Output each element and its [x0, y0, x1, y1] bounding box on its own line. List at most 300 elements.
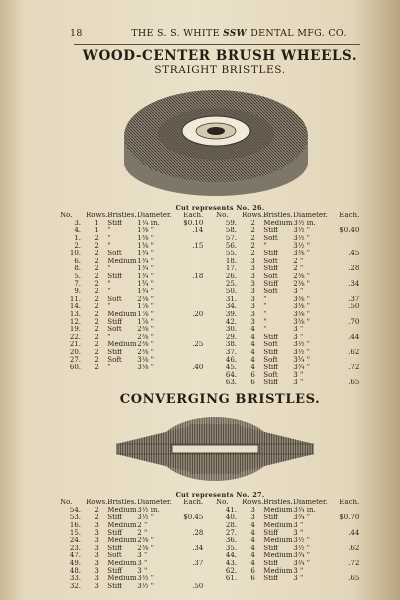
- table-cell: .20: [192, 310, 204, 319]
- table-cell: 3 ": [293, 529, 304, 537]
- table-cell: Medium: [107, 506, 137, 514]
- table-cell: 3: [250, 514, 255, 522]
- table-cell: 3.: [74, 219, 81, 227]
- table-cell: [183, 288, 203, 296]
- table-cell: 3 ": [137, 552, 148, 560]
- table-cell: Stiff: [263, 574, 279, 583]
- table-cell: 3½ ": [137, 574, 154, 583]
- table-cell: Medium: [263, 521, 293, 530]
- table-cell: 3 ": [293, 325, 304, 334]
- table-cell: Medium: [263, 552, 293, 560]
- table-cell: Stiff: [107, 529, 123, 537]
- table-cell: 2: [94, 310, 99, 319]
- table-cell: 2: [94, 506, 99, 514]
- table-cell: 4: [250, 363, 255, 372]
- table-cell: 2⅜ ": [137, 333, 154, 341]
- running-title: [100, 28, 378, 39]
- table-cell: 28.: [225, 521, 237, 530]
- table-cell: 48.: [69, 567, 81, 575]
- table-cell: 2⅜ ": [137, 348, 154, 356]
- table-row: [216, 273, 359, 281]
- table-row: [60, 545, 203, 553]
- table-cell: [339, 311, 359, 319]
- header-rule: [74, 44, 360, 45]
- table-cell: 2: [250, 249, 255, 258]
- table-cell: Stiff: [107, 567, 123, 575]
- table-cell: 3 ": [137, 559, 148, 568]
- table-cell: [183, 303, 203, 311]
- table-cell: [183, 552, 203, 560]
- table-cell: Stiff: [263, 249, 279, 258]
- table-cell: Medium: [107, 341, 137, 349]
- table-row: [216, 545, 359, 553]
- table-cell: 22.: [69, 333, 81, 341]
- table-cell: 2: [250, 234, 255, 243]
- table-cell: [339, 326, 359, 334]
- table-row: [216, 258, 359, 266]
- table-cell: $0.70: [339, 514, 360, 522]
- table-cell: 2⅜ ": [137, 341, 154, 349]
- table-cell: 20.: [69, 348, 81, 356]
- table-cell: 4: [250, 348, 255, 356]
- table-cell: 2: [94, 318, 99, 326]
- table-cell: 4: [250, 325, 255, 334]
- table-cell: [183, 567, 203, 575]
- table-cell: Stiff: [263, 544, 279, 552]
- table-cell: 1¾ ": [137, 257, 154, 265]
- column-header: Diameter.: [137, 212, 172, 220]
- table-cell: [183, 265, 203, 273]
- table-cell: ": [263, 318, 267, 326]
- table-cell: Soft: [107, 295, 122, 303]
- table-cell: Medium: [107, 559, 137, 568]
- table-cell: $0.40: [339, 227, 360, 235]
- table-row: [216, 371, 359, 379]
- table-row: [216, 318, 359, 326]
- table-cell: 3: [250, 318, 255, 326]
- table-cell: 15.: [69, 529, 81, 537]
- table-row: [216, 280, 359, 288]
- table-cell: 2: [94, 303, 99, 311]
- company-tail: DENTAL MFG. CO.: [250, 28, 347, 39]
- table-cell: 3½ in.: [137, 506, 160, 514]
- table-cell: 4: [250, 544, 255, 552]
- table-row: [60, 265, 203, 273]
- table-cell: 3½ ": [293, 242, 310, 250]
- table-cell: 1⅜ ": [137, 234, 154, 243]
- table-cell: ": [263, 303, 267, 311]
- table-cell: 29.: [225, 333, 237, 341]
- table-cell: 46.: [225, 356, 237, 364]
- table-cell: [339, 522, 359, 530]
- table-cell: Medium: [107, 521, 137, 530]
- table-cell: 1⅞ ": [137, 303, 154, 311]
- table-cell: 57.: [225, 234, 237, 243]
- table-cell: 2: [94, 249, 99, 258]
- table-cell: 54.: [69, 506, 81, 514]
- table-cell: 4: [250, 521, 255, 530]
- table-cell: 3: [250, 310, 255, 319]
- table-cell: Soft: [107, 356, 122, 364]
- table-row: [216, 356, 359, 364]
- page-header: [70, 28, 378, 42]
- table-cell: 3⅛ ": [137, 363, 154, 372]
- table-cell: 3: [94, 559, 99, 568]
- table-cell: 4: [250, 341, 255, 349]
- table-cell: .40: [192, 363, 204, 372]
- table-cell: 2 ": [137, 521, 148, 530]
- table-cell: 21.: [69, 341, 81, 349]
- table-cell: 3: [94, 544, 99, 552]
- table-cell: ": [107, 303, 111, 311]
- table-row: [60, 296, 203, 304]
- table-row: [60, 326, 203, 334]
- table-cell: 6: [250, 379, 255, 387]
- table-cell: 12.: [69, 318, 81, 326]
- table-cell: Soft: [263, 341, 278, 349]
- table-cell: 3⅛ ": [137, 356, 154, 364]
- table-cell: 2: [250, 242, 255, 250]
- table-cell: 3: [94, 567, 99, 575]
- table-cell: 1⅞ ": [137, 310, 154, 319]
- column-header: Rows.: [242, 499, 264, 507]
- column-header: Each.: [339, 499, 360, 507]
- table-cell: .72: [348, 363, 360, 372]
- table-cell: .28: [348, 265, 360, 273]
- table-cell: [339, 341, 359, 349]
- table-cell: [339, 242, 359, 250]
- table-cell: [339, 235, 359, 243]
- table-cell: Soft: [263, 356, 278, 364]
- price-table-straight-right: [216, 212, 359, 387]
- table-cell: .18: [192, 272, 204, 281]
- table-row: [216, 250, 359, 258]
- table-cell: Stiff: [263, 348, 279, 356]
- table-cell: 3 ": [137, 567, 148, 575]
- table-row: [60, 288, 203, 296]
- column-header: Diameter.: [293, 499, 328, 507]
- table-cell: 59.: [225, 219, 237, 227]
- table-cell: 37.: [225, 348, 237, 356]
- table-cell: .72: [348, 559, 360, 568]
- section-subtitle: STRAIGHT BRISTLES.: [154, 64, 286, 76]
- column-header: Bristles.: [263, 212, 293, 220]
- table-cell: 3: [94, 552, 99, 560]
- table-cell: 2 ": [293, 257, 304, 265]
- price-table-converging-left: [60, 499, 203, 590]
- table-cell: ": [263, 310, 267, 319]
- table-cell: 1¾ ": [137, 249, 154, 258]
- table-cell: 6.: [74, 257, 81, 265]
- column-header: Each.: [339, 212, 360, 220]
- table-row: [60, 334, 203, 342]
- column-header: Bristles.: [107, 212, 137, 220]
- table-cell: 3: [94, 529, 99, 537]
- table-cell: 5.: [74, 272, 81, 281]
- table-header-row: [60, 212, 203, 220]
- table-cell: .37: [348, 295, 360, 303]
- table-cell: 49.: [69, 559, 81, 568]
- table-cell: 3: [250, 295, 255, 303]
- column-header: Bristles.: [107, 499, 137, 507]
- table-cell: Soft: [263, 234, 278, 243]
- ssw-logo: SSW: [223, 29, 247, 39]
- column-header: Rows.: [242, 212, 264, 220]
- table-cell: 2: [94, 325, 99, 334]
- table-cell: 2: [94, 280, 99, 288]
- table-cell: 36.: [225, 536, 237, 545]
- table-cell: 19.: [69, 325, 81, 334]
- table-cell: 3½ ": [137, 514, 154, 522]
- table-cell: .62: [348, 544, 360, 552]
- table-cell: 4: [250, 552, 255, 560]
- table-cell: [183, 349, 203, 357]
- table-cell: 10.: [69, 249, 81, 258]
- table-cell: 3½ ": [293, 234, 310, 243]
- table-row: [60, 364, 203, 372]
- table-cell: 33.: [69, 574, 81, 583]
- table-cell: 43.: [225, 559, 237, 568]
- table-cell: 44.: [225, 552, 237, 560]
- table-cell: 50.: [225, 287, 237, 296]
- table-cell: [339, 537, 359, 545]
- table-cell: .70: [348, 318, 360, 326]
- table-row: [60, 560, 203, 568]
- table-cell: 4.: [74, 227, 81, 235]
- column-header: Each.: [183, 499, 204, 507]
- table-cell: 2⅜ ": [293, 272, 310, 281]
- table-cell: Medium: [107, 574, 137, 583]
- column-header: Bristles.: [263, 499, 293, 507]
- table-cell: Stiff: [263, 280, 279, 288]
- table-cell: 3 ": [293, 371, 304, 379]
- table-cell: 34.: [225, 303, 237, 311]
- price-table-straight-left: [60, 212, 203, 371]
- table-row: [60, 583, 203, 591]
- table-cell: 4: [250, 333, 255, 341]
- table-cell: Stiff: [263, 529, 279, 537]
- table-cell: [339, 273, 359, 281]
- table-cell: Medium: [263, 567, 293, 575]
- table-cell: 61.: [225, 574, 237, 583]
- table-cell: 1¾ ": [137, 280, 154, 288]
- table-cell: 14.: [69, 303, 81, 311]
- page-number: 18: [70, 28, 83, 39]
- table-row: [60, 220, 203, 228]
- table-cell: 13.: [69, 310, 81, 319]
- table-cell: .34: [348, 280, 360, 288]
- table-cell: Medium: [263, 536, 293, 545]
- table-cell: [339, 371, 359, 379]
- table-cell: .50: [348, 303, 360, 311]
- table-cell: .44: [348, 333, 360, 341]
- table-cell: .37: [192, 559, 204, 568]
- table-row: [60, 250, 203, 258]
- table-cell: Stiff: [107, 544, 123, 552]
- table-cell: Soft: [263, 371, 278, 379]
- table-cell: 3½ ": [293, 536, 310, 545]
- table-cell: 3: [250, 265, 255, 273]
- table-cell: 32.: [69, 582, 81, 590]
- table-cell: 3¾ ": [293, 559, 310, 568]
- figure-caption-converging: Cut represents No. 27.: [175, 491, 265, 499]
- column-header: No.: [60, 499, 73, 507]
- table-cell: Stiff: [107, 348, 123, 356]
- table-cell: 1: [94, 219, 99, 227]
- table-cell: 24.: [69, 536, 81, 545]
- table-cell: 60.: [69, 363, 81, 372]
- table-cell: 3: [94, 582, 99, 590]
- table-cell: 3: [250, 280, 255, 288]
- table-row: [216, 227, 359, 235]
- table-cell: .65: [348, 574, 360, 583]
- table-cell: 2 ": [137, 529, 148, 537]
- table-cell: .15: [192, 242, 204, 250]
- table-cell: .45: [348, 249, 360, 258]
- table-row: [216, 349, 359, 357]
- table-row: [216, 220, 359, 228]
- table-cell: [339, 567, 359, 575]
- table-row: [60, 507, 203, 515]
- table-row: [60, 356, 203, 364]
- table-cell: Stiff: [263, 333, 279, 341]
- table-cell: 3½ ": [293, 544, 310, 552]
- table-cell: 2: [94, 272, 99, 281]
- table-cell: 4: [250, 559, 255, 568]
- table-row: [216, 296, 359, 304]
- table-cell: 3: [250, 257, 255, 265]
- table-cell: 9.: [74, 287, 81, 296]
- table-cell: 16.: [69, 521, 81, 530]
- column-header: Diameter.: [137, 499, 172, 507]
- table-row: [60, 280, 203, 288]
- table-cell: 40.: [225, 514, 237, 522]
- table-cell: 6: [250, 567, 255, 575]
- table-cell: 58.: [225, 227, 237, 235]
- table-cell: 6: [250, 371, 255, 379]
- table-cell: ": [107, 333, 111, 341]
- table-cell: 3½ ": [293, 341, 310, 349]
- table-row: [60, 522, 203, 530]
- table-cell: 18.: [225, 257, 237, 265]
- table-row: [60, 341, 203, 349]
- table-cell: 1¾ ": [137, 272, 154, 281]
- table-header-row: [216, 499, 359, 507]
- table-cell: 2: [94, 242, 99, 250]
- table-cell: 8.: [74, 265, 81, 273]
- figure-caption: Cut represents No. 26.: [175, 204, 265, 212]
- table-cell: 2.: [74, 242, 81, 250]
- table-cell: 25.: [225, 280, 237, 288]
- table-cell: 3¾ ": [293, 552, 310, 560]
- table-cell: Stiff: [263, 559, 279, 568]
- table-cell: 64.: [225, 371, 237, 379]
- table-cell: 39.: [225, 310, 237, 319]
- table-cell: [183, 575, 203, 583]
- table-cell: 27.: [225, 529, 237, 537]
- table-row: [60, 575, 203, 583]
- table-row: [216, 537, 359, 545]
- table-cell: 2: [250, 227, 255, 235]
- table-row: [60, 311, 203, 319]
- table-cell: 4: [250, 529, 255, 537]
- table-cell: 3⅜ ": [293, 318, 310, 326]
- table-cell: 3: [250, 272, 255, 281]
- table-header-row: [216, 212, 359, 220]
- table-cell: [183, 258, 203, 266]
- table-cell: 3½ ": [293, 348, 310, 356]
- table-cell: 3¾ ": [293, 363, 310, 372]
- table-row: [216, 288, 359, 296]
- table-cell: 2⅜ ": [137, 325, 154, 334]
- table-cell: 3 ": [293, 287, 304, 296]
- table-cell: ": [107, 242, 111, 250]
- table-cell: .14: [192, 227, 204, 235]
- company-name: THE S. S. WHITE: [131, 28, 224, 39]
- table-row: [60, 537, 203, 545]
- table-cell: 3 ": [293, 521, 304, 530]
- table-cell: 2: [94, 363, 99, 372]
- table-cell: Stiff: [107, 219, 123, 227]
- table-row: [60, 273, 203, 281]
- table-cell: Soft: [107, 325, 122, 334]
- table-cell: 30.: [225, 325, 237, 334]
- table-cell: 26.: [225, 272, 237, 281]
- table-cell: 53.: [69, 514, 81, 522]
- table-cell: Soft: [263, 287, 278, 296]
- table-cell: Stiff: [107, 582, 123, 590]
- table-cell: Stiff: [263, 379, 279, 387]
- table-row: [216, 303, 359, 311]
- table-row: [216, 575, 359, 583]
- table-cell: [339, 507, 359, 515]
- table-cell: .62: [348, 348, 360, 356]
- table-cell: ": [263, 242, 267, 250]
- table-cell: 2: [94, 514, 99, 522]
- table-cell: .65: [348, 379, 360, 387]
- table-cell: 3⅜ ": [293, 295, 310, 303]
- table-row: [216, 242, 359, 250]
- table-cell: Medium: [107, 310, 137, 319]
- table-cell: 3⅜ ": [293, 303, 310, 311]
- table-cell: 55.: [225, 249, 237, 258]
- table-cell: 3 ": [293, 379, 304, 387]
- table-row: [60, 242, 203, 250]
- table-row: [216, 567, 359, 575]
- table-cell: 47.: [69, 552, 81, 560]
- table-cell: 2⅜ ": [137, 536, 154, 545]
- table-cell: ": [107, 265, 111, 273]
- table-cell: 1¾ ": [137, 265, 154, 273]
- section-title: WOOD-CENTER BRUSH WHEELS.: [82, 48, 358, 64]
- table-row: [216, 341, 359, 349]
- table-row: [60, 318, 203, 326]
- table-cell: 7.: [74, 280, 81, 288]
- table-row: [60, 552, 203, 560]
- table-cell: Medium: [263, 219, 293, 227]
- table-cell: .34: [192, 544, 204, 552]
- table-cell: [183, 537, 203, 545]
- table-cell: Stiff: [263, 227, 279, 235]
- table-cell: [339, 288, 359, 296]
- table-cell: [183, 334, 203, 342]
- table-cell: Stiff: [263, 363, 279, 372]
- table-cell: Stiff: [263, 514, 279, 522]
- table-cell: 2⅜ ": [293, 280, 310, 288]
- table-cell: Medium: [107, 257, 137, 265]
- table-cell: [183, 356, 203, 364]
- table-row: [216, 560, 359, 568]
